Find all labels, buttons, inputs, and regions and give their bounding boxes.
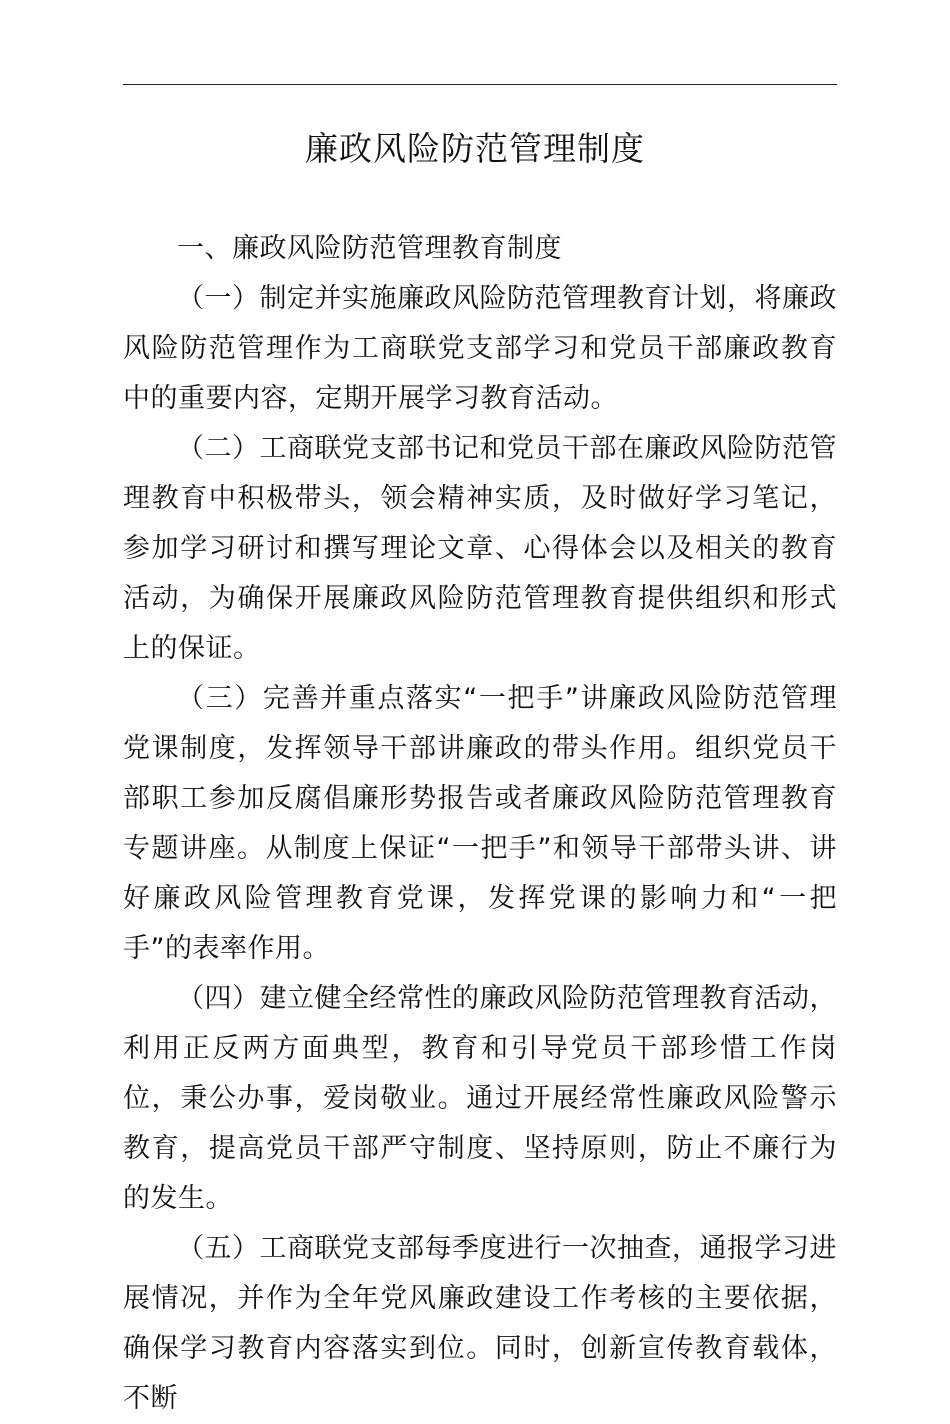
document-title: 廉政风险防范管理制度 — [305, 129, 645, 168]
paragraph-4: （四）建立健全经常性的廉政风险防范管理教育活动，利用正反两方面典型，教育和引导党员干部珍惜工作岗位，秉公办事，爱岗敬业。通过开展经常性廉政风险警示教育，提高党员干部严守制度、坚持原则，防止不廉行为的发生。 — [123, 983, 837, 1214]
paragraph-3: （三）完善并重点落实“一把手”讲廉政风险防范管理党课制度，发挥领导干部讲廉政的带头作用。组织党员干部职工参加反腐倡廉形势报告或者廉政风险防范管理教育专题讲座。从制度上保证“一把手”和领导干部带头讲、讲好廉政风险管理教育党课，发挥党课的影响力和“一把手”的表率作用。 — [123, 683, 837, 964]
header-rule — [123, 84, 837, 85]
paragraph-5: （五）工商联党支部每季度进行一次抽查，通报学习进展情况，并作为全年党风廉政建设工作考核的主要依据，确保学习教育内容落实到位。同时，创新宣传教育载体，不断 — [123, 1233, 837, 1414]
document-body — [123, 224, 837, 1424]
paragraph-2: （二）工商联党支部书记和党员干部在廉政风险防范管理教育中积极带头，领会精神实质，及时做好学习笔记，参加学习研讨和撰写理论文章、心得体会以及相关的教育活动，为确保开展廉政风险防范管理教育提供组织和形式上的保证。 — [123, 433, 837, 664]
section-heading: 一、廉政风险防范管理教育制度 — [177, 233, 562, 264]
paragraph-1: （一）制定并实施廉政风险防范管理教育计划，将廉政风险防范管理作为工商联党支部学习和党员干部廉政教育中的重要内容，定期开展学习教育活动。 — [123, 283, 837, 414]
